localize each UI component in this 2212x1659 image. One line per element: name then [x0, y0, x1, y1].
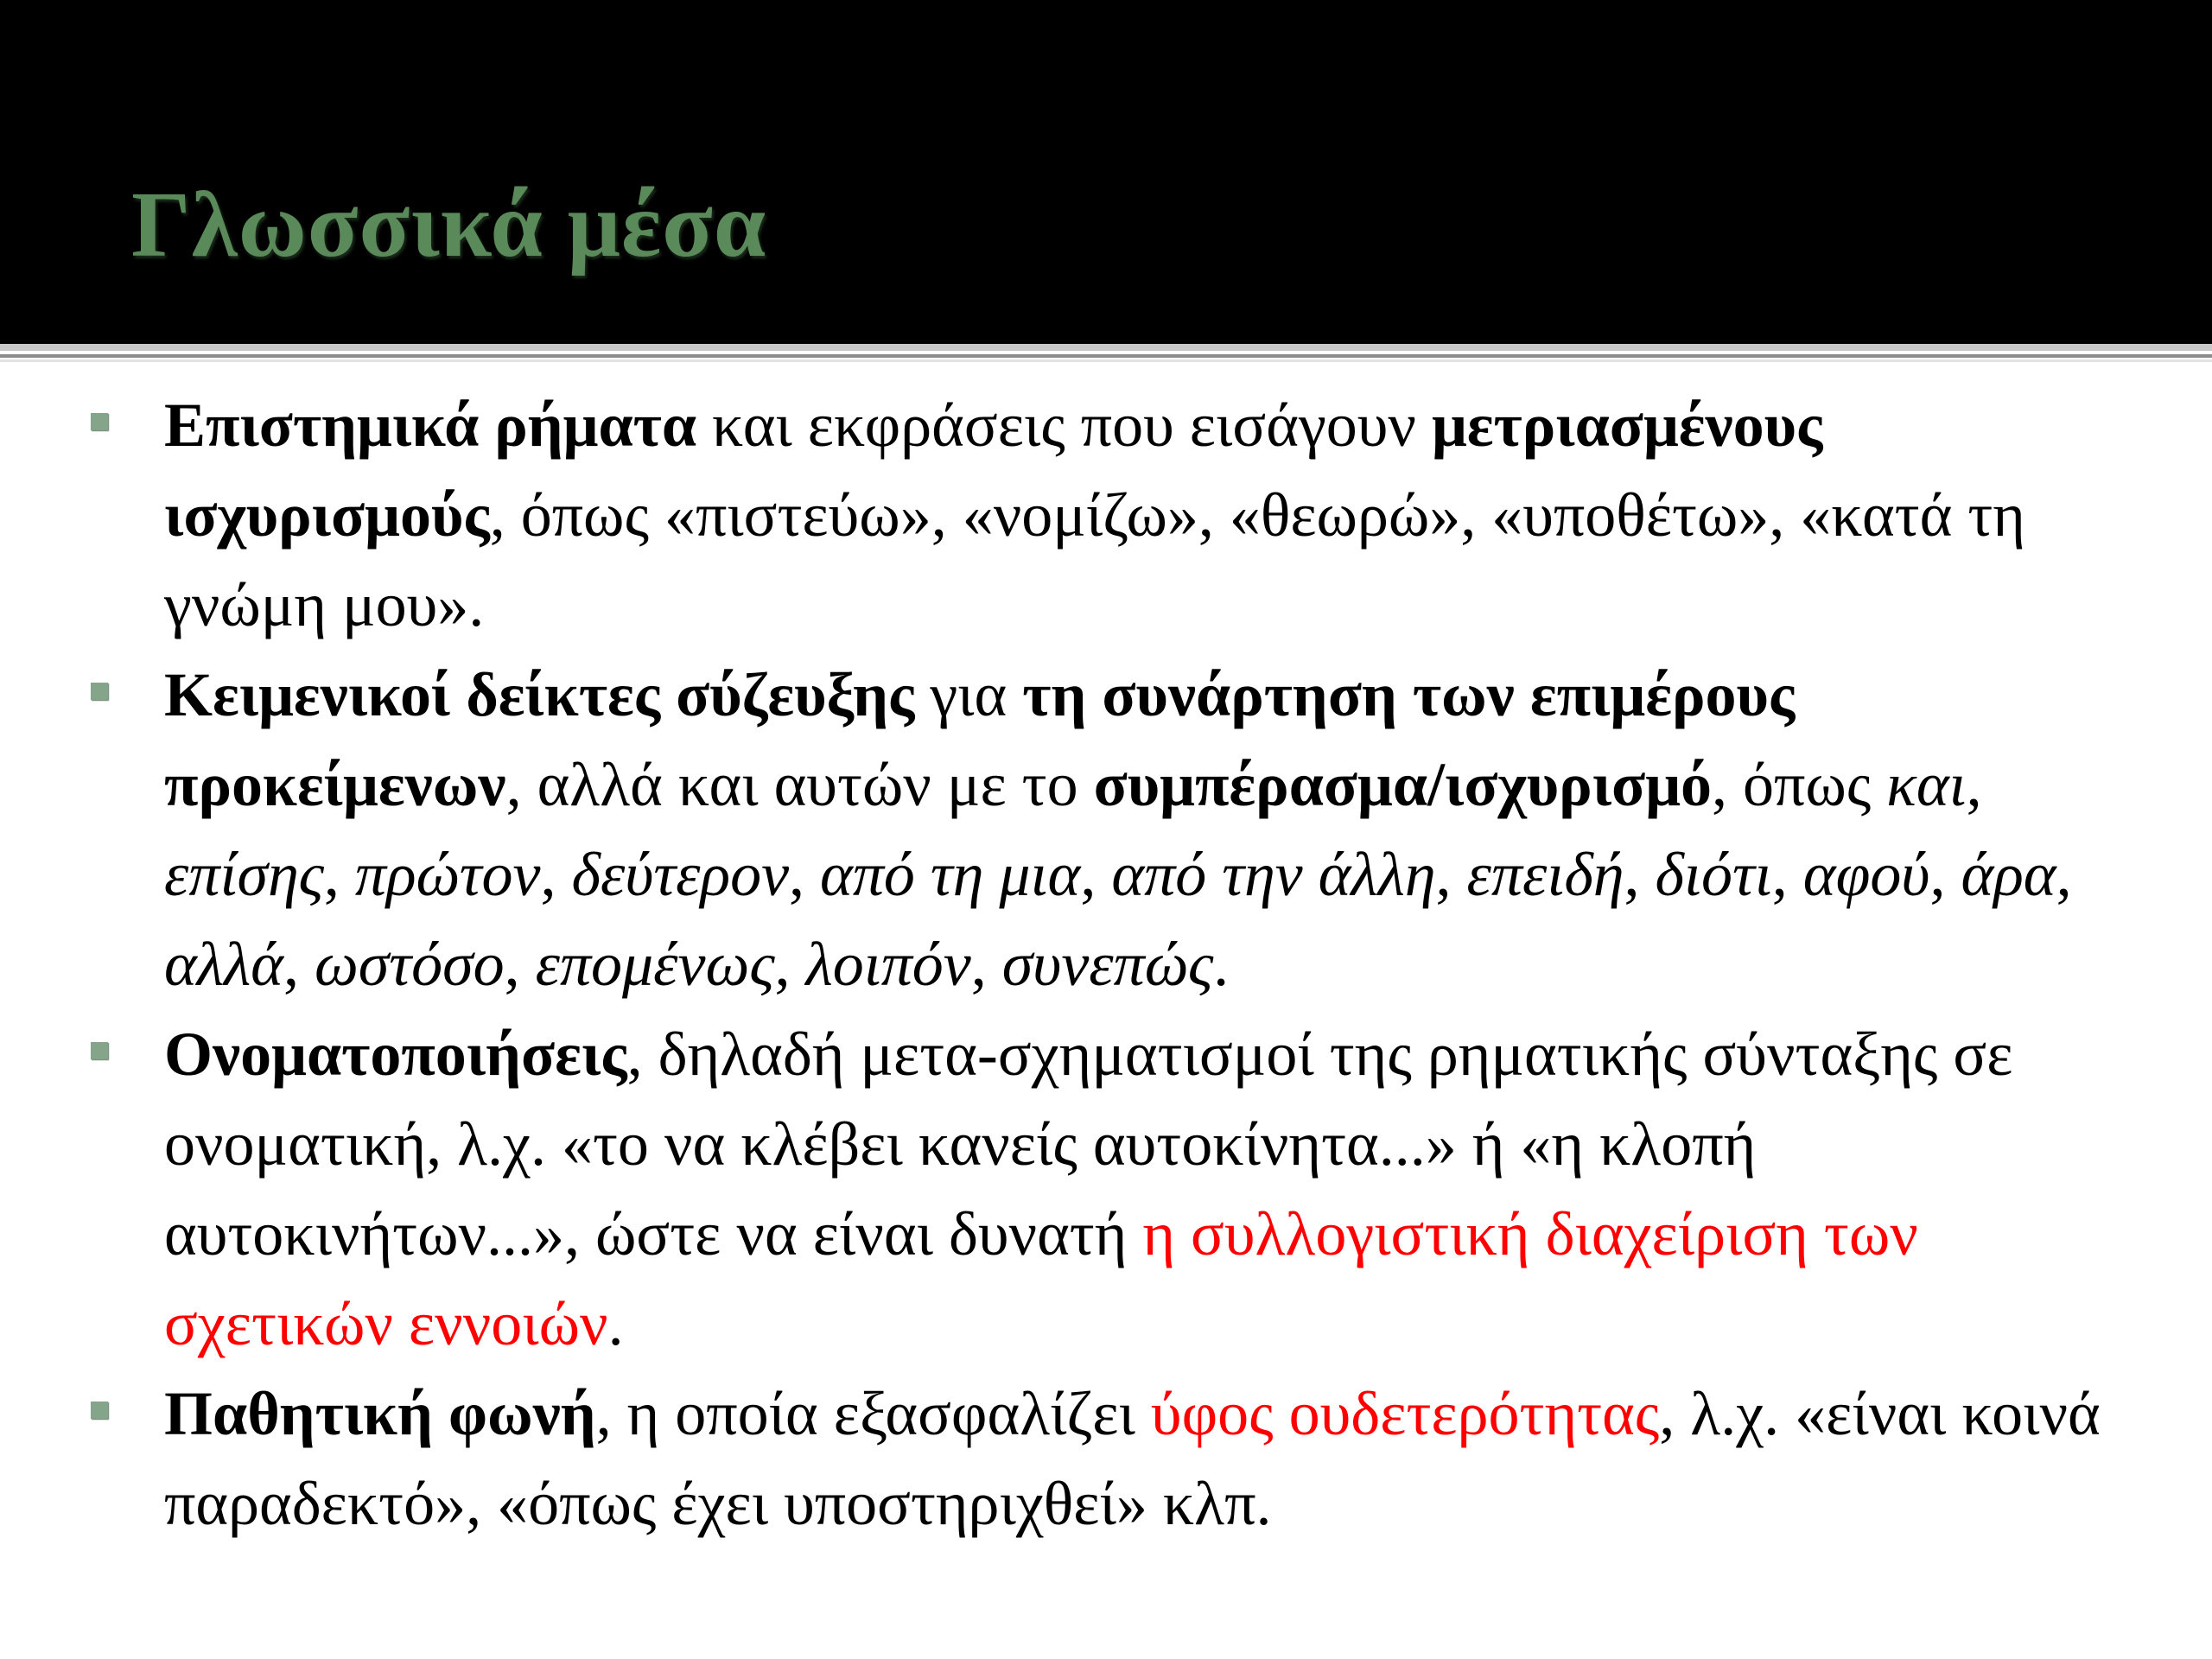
separator: ,: [970, 930, 1002, 999]
separator: ,: [774, 930, 806, 999]
bold-term: Ονοματοποιήσεις: [164, 1020, 627, 1089]
bullet-item: [0, 1369, 2212, 1548]
separator: ,: [2056, 840, 2072, 909]
example-word: αλλά: [164, 930, 283, 999]
bullet-text: , αλλά και αυτών με το: [505, 750, 1094, 819]
bullet-text: , η οποία εξασφαλίζει: [595, 1379, 1151, 1448]
example-word: από την άλλη: [1111, 840, 1436, 909]
separator: ,: [1624, 840, 1656, 909]
square-bullet-icon: [91, 1402, 108, 1419]
bold-term: μετριασμένους ισχυρισμούς: [164, 391, 1823, 550]
square-bullet-icon: [91, 413, 108, 430]
square-bullet-icon: [91, 683, 108, 700]
bullet-text: , όπως: [1712, 750, 1887, 819]
example-word: διότι: [1655, 840, 1772, 909]
separator: ,: [1771, 840, 1803, 909]
example-word: πρώτον: [354, 840, 541, 909]
example-word: επειδή: [1466, 840, 1624, 909]
bullet-text: , λ.χ. «είναι κοινά παραδεκτό», «όπως έχει υποστηριχθεί» κλπ.: [164, 1379, 2101, 1538]
bullet-text: για: [914, 660, 1023, 729]
example-word: άρα: [1961, 840, 2056, 909]
bullet-end: .: [607, 1289, 624, 1358]
bullet-item: [0, 380, 2212, 650]
example-word: επίσης: [164, 840, 324, 909]
bullet-end: .: [1213, 930, 1230, 999]
separator: ,: [540, 840, 572, 909]
square-bullet-icon: [91, 1042, 108, 1059]
separator: ,: [1080, 840, 1112, 909]
title-bar: [0, 0, 2212, 344]
example-word: δεύτερον: [571, 840, 790, 909]
separator: ,: [504, 930, 536, 999]
bold-term: συμπέρασμα/ισχυρισμό: [1093, 750, 1713, 819]
bold-term: Παθητική φωνή: [164, 1379, 596, 1448]
example-word: συνεπώς: [1001, 930, 1214, 999]
separator: ,: [1966, 750, 1982, 819]
example-word: και: [1886, 750, 1967, 819]
example-word: αφού: [1802, 840, 1930, 909]
bullet-text: , δηλαδή μετα-σχηματισμοί της ρηματικής σύνταξης σε ονοματική, λ.χ. «το να κλέβει κανείς αυτοκίνητα...» ή «η κλοπή αυτοκινήτων...», ώστε να είναι δυνατή: [164, 1020, 2013, 1268]
separator: ,: [283, 930, 315, 999]
example-word: ωστόσο: [314, 930, 505, 999]
highlighted-text: ύφος ουδετερότητας: [1150, 1379, 1660, 1448]
divider-line: [0, 354, 2212, 358]
highlighted-text: η συλλογιστική διαχείριση των σχετικών εννοιών: [164, 1199, 1918, 1358]
bold-term: Κειμενικοί δείκτες σύζευξης: [164, 660, 915, 729]
bold-term: τη συνάρτηση των επιμέρους προκείμενων: [164, 660, 1796, 819]
separator: ,: [1435, 840, 1467, 909]
bullet-text: , όπως «πιστεύω», «νομίζω», «θεωρώ», «υποθέτω», «κατά τη γνώμη μου».: [164, 480, 2025, 639]
example-word: επομένως: [535, 930, 775, 999]
bullet-list: [0, 380, 2212, 1548]
bullet-item: [0, 1009, 2212, 1369]
bold-term: Επιστημικά ρήματα: [164, 391, 697, 460]
slide-title: Γλωσσικά μέσα: [131, 174, 767, 276]
bullet-item: [0, 650, 2212, 1009]
separator: ,: [323, 840, 355, 909]
divider-line: [0, 359, 2212, 362]
example-word: λοιπόν: [805, 930, 971, 999]
separator: ,: [789, 840, 821, 909]
divider-line: [0, 344, 2212, 351]
example-word: από τη μια: [820, 840, 1081, 909]
bullet-text: και εκφράσεις που εισάγουν: [696, 391, 1432, 460]
separator: ,: [1929, 840, 1961, 909]
